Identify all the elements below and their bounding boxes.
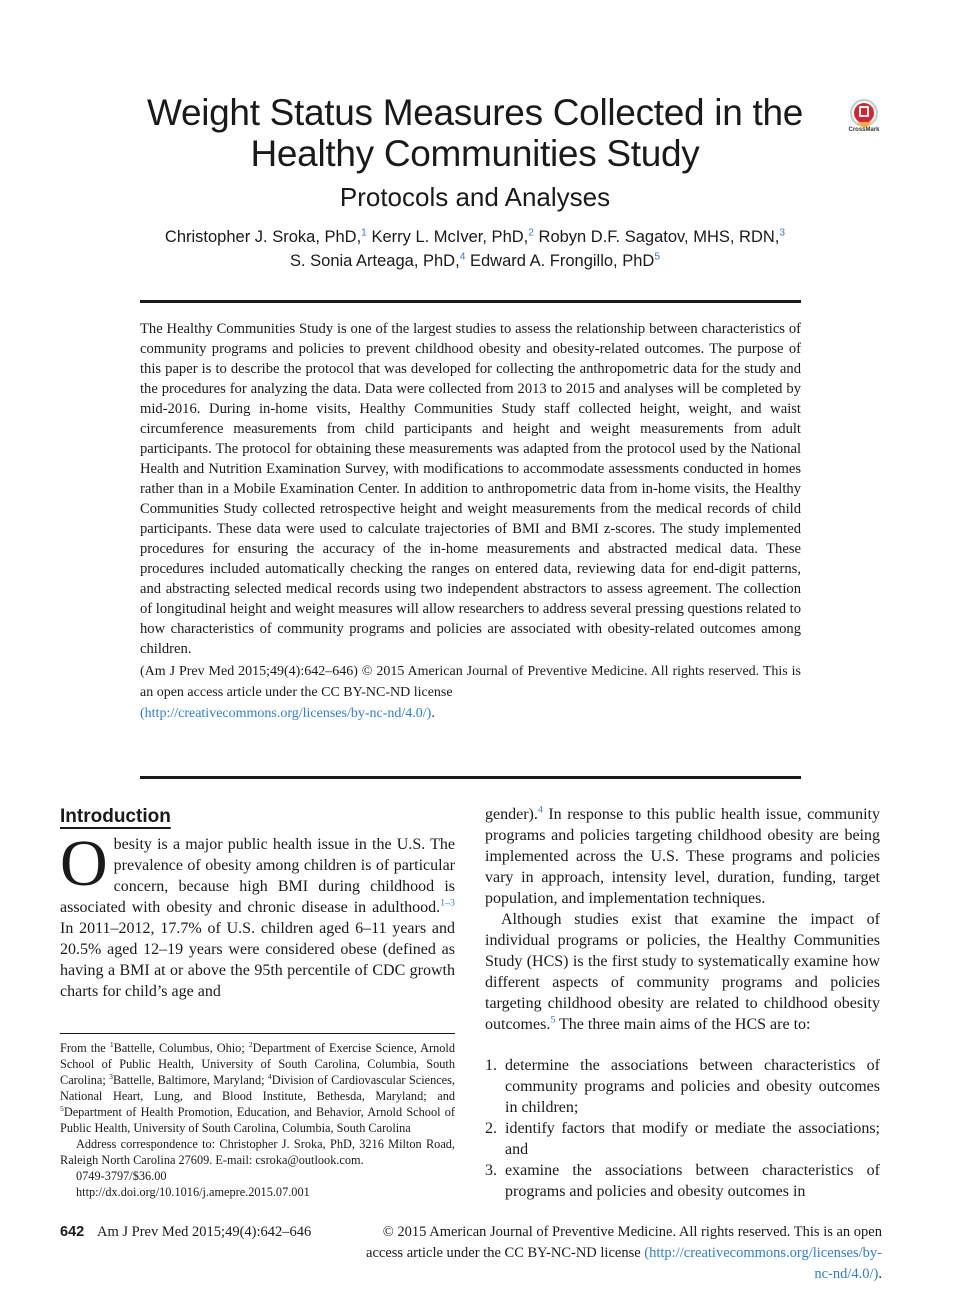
- author-list: [95, 225, 855, 273]
- author: Robyn D.F. Sagatov, MHS, RDN,$^3$: [538, 227, 786, 246]
- footnote-rule: [60, 1033, 455, 1034]
- abstract: [140, 319, 801, 724]
- reference-link[interactable]: 5: [550, 1014, 556, 1026]
- affiliation-ref[interactable]: 3: [779, 227, 786, 239]
- right-column: [485, 804, 880, 1202]
- affiliation-ref[interactable]: 2: [528, 227, 534, 239]
- article-title: [95, 92, 855, 174]
- page-number: 642: [60, 1224, 85, 1240]
- footer-license-link[interactable]: (http://creativecommons.org/licenses/by-nc-nd/4.0/): [644, 1245, 882, 1282]
- article-subtitle: Protocols and Analyses: [339, 182, 611, 212]
- correspondence: Address correspondence to: Christopher J. Sroka, PhD, 3216 Milton Road, Raleigh North Carolina 27609. E-mail: csroka@outlook.com.: [60, 1137, 455, 1167]
- left-column: [60, 806, 455, 1002]
- reference-link[interactable]: 1–3: [440, 897, 455, 909]
- author: Christopher J. Sroka, PhD,$^1$: [164, 227, 367, 246]
- citation-text: (Am J Prev Med 2015;49(4):642–646) © 2015 American Journal of Preventive Medicine. All rights reserved. This is an open access article under the CC BY-NC-ND license: [140, 664, 801, 700]
- author: Edward A. Frongillo, PhD$^5$: [469, 251, 660, 270]
- author: S. Sonia Arteaga, PhD,$^4$: [289, 251, 466, 270]
- title-block: [95, 92, 855, 273]
- list-item: 1. determine the associations between characteristics of community programs and policies and obesity outcomes in children;: [485, 1057, 880, 1116]
- intro-paragraph-1: Obesity is a major public health issue in the U.S. The prevalence of obesity among children is of particular concern, because high BMI during childhood is associated with obesity and chronic disease in adulthood.$^{1-3}$ In 2011–2012, 17.7% of U.S. children aged 6–11 years and 20.5% aged 12–19 years were considered obese (defined as having a BMI at or above the 95th percentile of CDC growth charts for child’s age and: [60, 827, 455, 1000]
- affiliation-ref[interactable]: 1: [361, 227, 367, 239]
- title-line-1: Weight Status Measures Collected in the: [146, 92, 804, 133]
- doi-link[interactable]: http://dx.doi.org/10.1016/j.amepre.2015.07.001: [76, 1185, 310, 1199]
- affiliation-ref[interactable]: 5: [654, 251, 660, 263]
- citation: [140, 661, 801, 724]
- abstract-text: The Healthy Communities Study is one of the largest studies to assess the relationship between characteristics of community programs and policies to prevent childhood obesity and obesity-related outcomes. The purpose of this paper is to describe the protocol that was developed for collecting the anthropometric data for the study and the procedures for analyzing the data. Data were collected from 2013 to 2015 and analyses will be completed by mid-2016. During in-home visits, Healthy Communities Study staff collected height, weight, and waist circumference measurements from child participants and height and weight measurements from adult participants. The protocol for obtaining these measurements was adapted from the protocol used by the National Health and Nutrition Examination Survey, with modifications to accommodate assessments conducted in homes rather than in a Mobile Examination Center. In addition to anthropometric data from in-home visits, the Healthy Communities Study collected retrospective height and weight measurements from the medical records of child participants. These data were used to calculate trajectories of BMI and BMI z-scores. The study implemented procedures for ensuring the accuracy of the in-home measurements and abstracted medical data. These procedures included automatically checking the ranges on entered data, reviewing data for end-digit patterns, and abstracting selected medical records using two independent abstractors to assess agreement. The collection of longitudinal height and weight measures will allow researchers to address several pressing questions related to how characteristics of community programs and policies are associated with obesity-related outcomes among children.: [140, 321, 801, 657]
- affiliations: From the $^1$Battelle, Columbus, Ohio; $^2$Department of Exercise Science, Arnold School of Public Health, University of South Carolina, Columbia, South Carolina; $^3$Battelle, Baltimore, Maryland; $^4$Division of Cardiovascular Sciences, National Heart, Lung, and Blood Institute, Bethesda, Maryland; and $^5$Department of Health Promotion, Education, and Behavior, Arnold School of Public Health, University of South Carolina, Columbia, South Carolina: [60, 1039, 456, 1135]
- title-line-2: Healthy Communities Study: [250, 133, 700, 174]
- dropcap: O: [60, 827, 108, 900]
- license-link[interactable]: (http://creativecommons.org/licenses/by-nc-nd/4.0/): [140, 706, 432, 721]
- list-item: 2. identify factors that modify or mediate the associations; and: [485, 1120, 880, 1158]
- license-period: .: [431, 706, 435, 721]
- reference-link[interactable]: 4: [537, 804, 543, 816]
- intro-paragraph-1-continued: gender).$^4$ In response to this public health issue, community programs and policies targeting childhood obesity are being implemented across the U.S. These programs and policies vary in approach, intensity level, duration, funding, target population, and implementation techniques.: [485, 804, 880, 907]
- issn: 0749-3797/$36.00: [76, 1169, 167, 1183]
- list-item: 3. examine the associations between characteristics of programs and policies and obesity outcomes in: [485, 1162, 880, 1200]
- section-heading-introduction: Introduction: [60, 806, 171, 827]
- affiliation-ref[interactable]: 4: [459, 251, 466, 263]
- abstract-top-rule: [140, 300, 801, 303]
- footer-copyright: © 2015 American Journal of Preventive Medicine. All rights reserved. This is an open access article under the CC BY-NC-ND license (http://creativecommons.org/licenses/by-nc-nd/4.0/).: [366, 1224, 882, 1282]
- aims-list: [485, 1055, 880, 1202]
- journal-reference: Am J Prev Med 2015;49(4):642–646: [97, 1224, 312, 1240]
- abstract-bottom-rule: [140, 776, 801, 779]
- crossmark-label: CrossMark: [848, 127, 880, 133]
- footnotes: [60, 1040, 455, 1200]
- author: Kerry L. McIver, PhD,$^2$: [371, 227, 534, 246]
- intro-paragraph-2: Although studies exist that examine the impact of individual programs or policies, the Healthy Communities Study (HCS) is the first study to systematically examine how different aspects of community programs and policies targeting childhood obesity are related to childhood obesity outcomes.$^5$ The three main aims of the HCS are to:: [485, 911, 880, 1033]
